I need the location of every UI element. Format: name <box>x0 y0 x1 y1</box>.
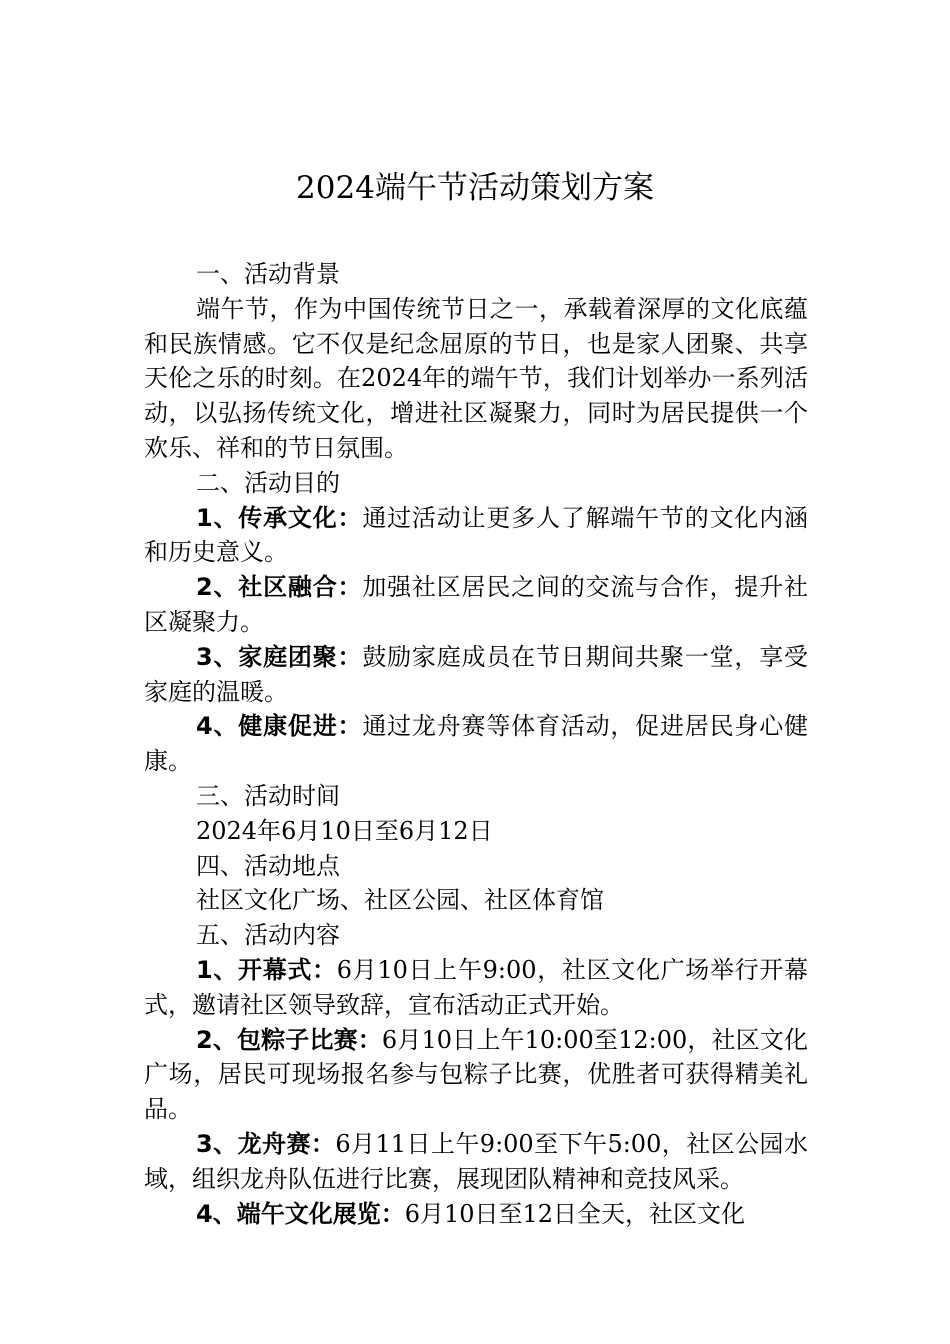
goal-item-label: 3、家庭团聚： <box>196 642 363 671</box>
content-item <box>144 1197 808 1232</box>
content-item-label: 3、龙舟赛： <box>196 1129 336 1158</box>
goal-item-text: 加强社区居民之间的交流与合作，提升社区凝聚力。 <box>144 573 808 636</box>
content-item-text: 6月10日至12日全天，社区文化 <box>404 1199 746 1228</box>
location-text: 社区文化广场、社区公园、社区体育馆 <box>196 886 604 915</box>
time-text: 2024年6月10日至6月12日 <box>196 816 493 845</box>
content-item-text: 6月10日上午10:00至12:00，社区文化广场，居民可现场报名参与包粽子比赛，优胜者可获得精美礼品。 <box>144 1025 808 1124</box>
content-item <box>144 953 808 1023</box>
goal-item-label: 2、社区融合： <box>196 573 363 602</box>
goal-item <box>144 709 808 779</box>
content-item-text: 6月10日上午9:00，社区文化广场举行开幕式，邀请社区领导致辞，宣布活动正式开始。 <box>144 955 809 1019</box>
goal-item-label: 1、传承文化： <box>196 503 363 532</box>
section-heading-goals: 二、活动目的 <box>196 468 340 497</box>
content-item-label: 1、开幕式： <box>196 955 337 984</box>
document-body <box>144 257 808 1231</box>
goal-item <box>144 501 808 571</box>
section-heading-background: 一、活动背景 <box>196 260 340 288</box>
goal-item-text: 通过龙舟赛等体育活动，促进居民身心健康。 <box>144 712 808 776</box>
section-heading-location: 四、活动地点 <box>196 851 340 880</box>
section-heading-time: 三、活动时间 <box>196 781 340 810</box>
content-item-label: 2、包粽子比赛： <box>196 1025 382 1054</box>
content-item-label: 4、端午文化展览： <box>196 1199 405 1228</box>
background-paragraph: 端午节，作为中国传统节日之一，承载着深厚的文化底蕴和民族情感。它不仅是纪念屈原的节日，也是家人团聚、共享天伦之乐的时刻。在2024年的端午节，我们计划举办一系列活动，以弘扬传统文化，增进社区凝聚力，同时为居民提供一个欢乐、祥和的节日氛围。 <box>144 294 808 462</box>
goal-item-text: 通过活动让更多人了解端午节的文化内涵和历史意义。 <box>144 503 808 567</box>
content-item <box>144 1127 808 1197</box>
section-heading-content: 五、活动内容 <box>196 921 340 950</box>
goal-item <box>144 640 808 710</box>
content-item-text: 6月11日上午9:00至下午5:00，社区公园水域，组织龙舟队伍进行比赛，展现团队精神和竞技风采。 <box>144 1129 808 1193</box>
content-item <box>144 1023 808 1127</box>
goal-item-text: 鼓励家庭成员在节日期间共聚一堂，享受家庭的温暖。 <box>144 642 808 706</box>
goal-item <box>144 570 808 640</box>
document-title: 2024端午节活动策划方案 <box>296 170 654 206</box>
goal-item-label: 4、健康促进： <box>196 712 363 741</box>
